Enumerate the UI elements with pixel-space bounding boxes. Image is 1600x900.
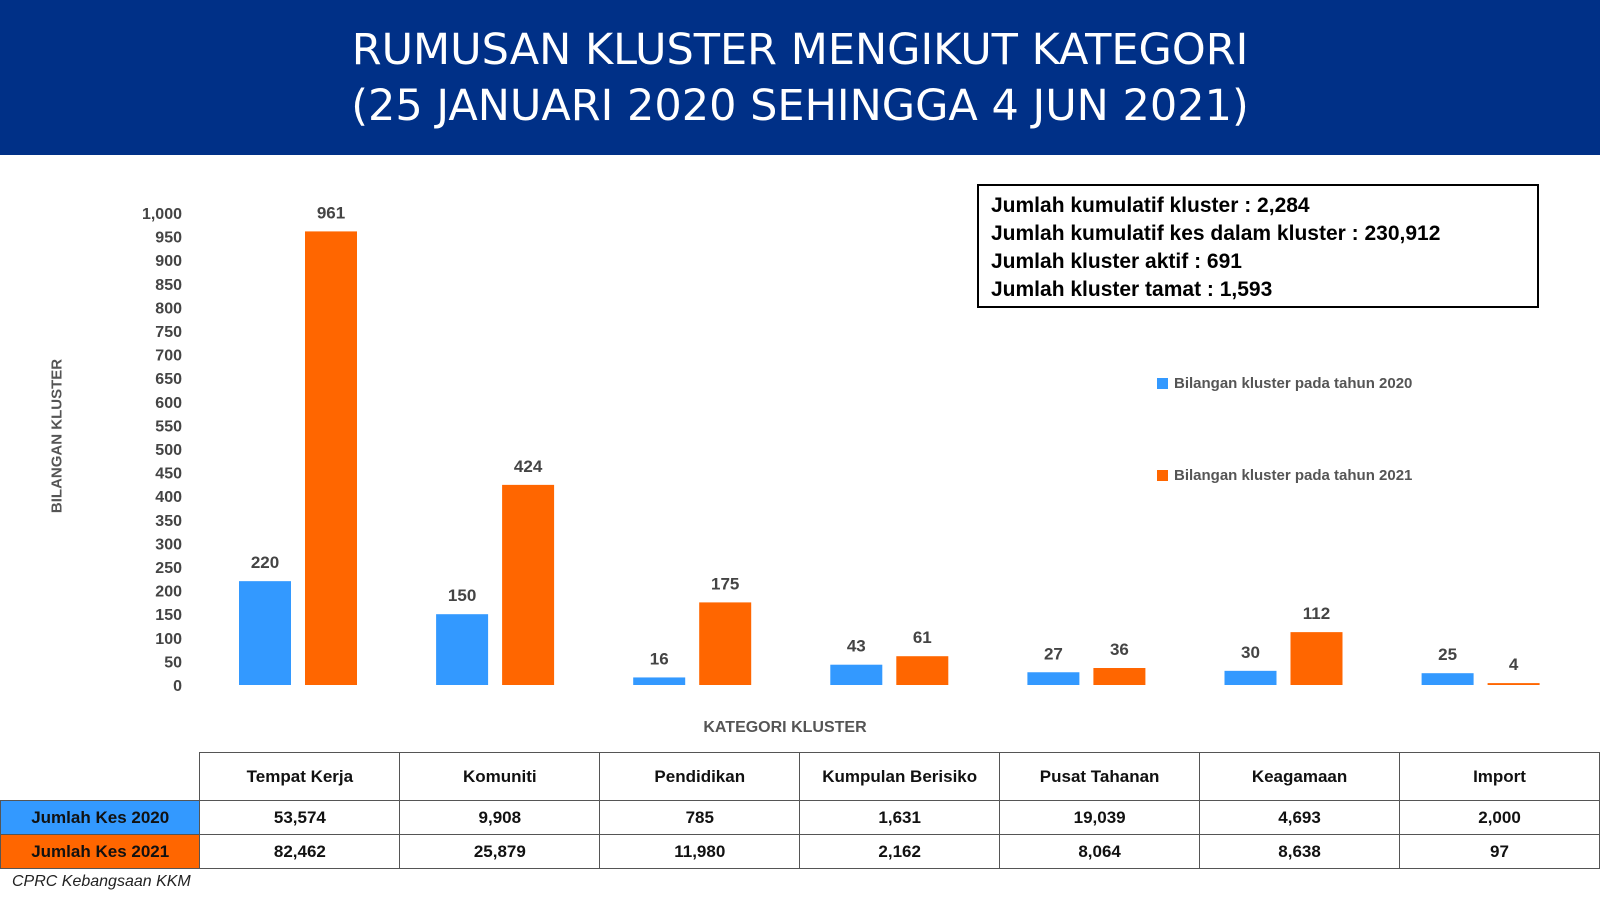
table-cell: 8,064: [1000, 835, 1200, 869]
bar-data-label: 16: [649, 649, 669, 669]
bar-data-label: 36: [1109, 640, 1129, 660]
y-tick-label: 650: [155, 371, 182, 389]
y-tick-label: 1,000: [141, 206, 182, 223]
row-label-2021: Jumlah Kes 2021: [1, 835, 200, 869]
y-tick-label: 200: [155, 583, 182, 601]
bar-data-label: 30: [1241, 642, 1260, 662]
table-row: [1, 801, 1600, 835]
bar-2021: [1291, 632, 1343, 685]
bar-2021: [1488, 683, 1540, 685]
table-header-cell: Pusat Tahanan: [1000, 753, 1200, 801]
table-header-cell: Tempat Kerja: [200, 753, 400, 801]
cases-table: [0, 752, 1600, 869]
summary-total-clusters: Jumlah kumulatif kluster : 2,284: [991, 194, 1310, 217]
y-tick-label: 900: [155, 253, 182, 271]
y-tick-label: 100: [155, 630, 182, 648]
bar-2021: [699, 602, 751, 685]
table-cell: 97: [1400, 835, 1600, 869]
y-axis-label: BILANGAN KLUSTER: [48, 358, 66, 514]
bar-data-label: 25: [1438, 645, 1458, 665]
y-tick-label: 0: [173, 678, 182, 695]
y-tick-label: 450: [155, 465, 182, 483]
summary-total-cases: Jumlah kumulatif kes dalam kluster : 230,912: [991, 222, 1441, 245]
bar-2020: [1027, 672, 1079, 685]
table-cell: 4,693: [1200, 801, 1400, 835]
bar-data-label: 150: [447, 586, 477, 606]
legend-label-2020: Bilangan kluster pada tahun 2020: [1174, 375, 1413, 392]
bar-data-label: 43: [846, 636, 866, 656]
bar-data-label: 112: [1302, 604, 1331, 624]
bar-2021: [502, 485, 554, 685]
bar-data-label: 27: [1043, 644, 1063, 664]
summary-box: [977, 184, 1539, 308]
y-tick-label: 50: [164, 654, 182, 672]
x-axis-label: KATEGORI KLUSTER: [703, 719, 867, 736]
y-tick-label: 500: [155, 442, 182, 459]
table-header-cell: Kumpulan Berisiko: [800, 753, 1000, 801]
y-tick-label: 250: [155, 560, 182, 577]
table-header-cell: Import: [1400, 753, 1600, 801]
table-row: [1, 835, 1600, 869]
table-cell: 82,462: [200, 835, 400, 869]
table-cell: 1,631: [800, 801, 1000, 835]
bar-data-label: 424: [513, 456, 543, 476]
table-cell: 53,574: [200, 801, 400, 835]
page-title-line2: (25 JANUARI 2020 SEHINGGA 4 JUN 2021): [351, 80, 1249, 131]
table-header-cell: Komuniti: [400, 753, 600, 801]
bar-2021: [896, 656, 948, 685]
y-tick-label: 850: [155, 276, 182, 294]
table-cell: 19,039: [1000, 801, 1200, 835]
table-header-row: [1, 753, 1600, 801]
source-note: CPRC Kebangsaan KKM: [12, 873, 191, 890]
table-header-cell: Keagamaan: [1200, 753, 1400, 801]
bar-2020: [1225, 671, 1277, 685]
bar-data-label: 61: [912, 628, 932, 648]
table-cell: 9,908: [400, 801, 600, 835]
summary-ended-clusters: Jumlah kluster tamat : 1,593: [991, 278, 1273, 301]
legend-item-2021: [1157, 467, 1412, 484]
bar-2020: [1422, 673, 1474, 685]
bar-2021: [305, 231, 357, 685]
bar-data-label: 220: [250, 553, 280, 573]
y-tick-label: 750: [155, 324, 182, 341]
summary-active-clusters: Jumlah kluster aktif : 691: [991, 250, 1242, 273]
y-tick-label: 400: [155, 489, 182, 507]
page-title-line1: RUMUSAN KLUSTER MENGIKUT KATEGORI: [351, 24, 1249, 75]
table-cell: 8,638: [1200, 835, 1400, 869]
bar-data-label: 961: [316, 203, 346, 223]
y-tick-label: 150: [155, 607, 182, 625]
table-cell: 25,879: [400, 835, 600, 869]
legend-label-2021: Bilangan kluster pada tahun 2021: [1174, 467, 1413, 484]
bar-2020: [633, 677, 685, 685]
bar-2020: [239, 581, 291, 685]
legend-swatch-2020: [1157, 378, 1168, 389]
bar-data-label: 175: [711, 574, 740, 594]
y-tick-label: 350: [155, 512, 182, 530]
table-corner-cell: [1, 753, 200, 801]
y-tick-label: 550: [155, 418, 182, 436]
header-banner: [0, 0, 1600, 155]
row-label-2020: Jumlah Kes 2020: [1, 801, 200, 835]
legend-swatch-2021: [1157, 470, 1168, 481]
y-tick-label: 700: [155, 347, 182, 365]
y-tick-label: 800: [155, 300, 182, 318]
table-cell: 11,980: [600, 835, 800, 869]
y-tick-label: 950: [155, 229, 182, 247]
table-cell: 2,162: [800, 835, 1000, 869]
bar-2020: [830, 665, 882, 685]
table-header-cell: Pendidikan: [600, 753, 800, 801]
y-tick-label: 600: [155, 394, 182, 412]
y-tick-label: 300: [155, 536, 182, 554]
table-cell: 2,000: [1400, 801, 1600, 835]
bar-2021: [1093, 668, 1145, 685]
table-cell: 785: [600, 801, 800, 835]
bar-data-label: 4: [1508, 655, 1519, 675]
bar-2020: [436, 614, 488, 685]
legend-item-2020: [1157, 375, 1412, 392]
